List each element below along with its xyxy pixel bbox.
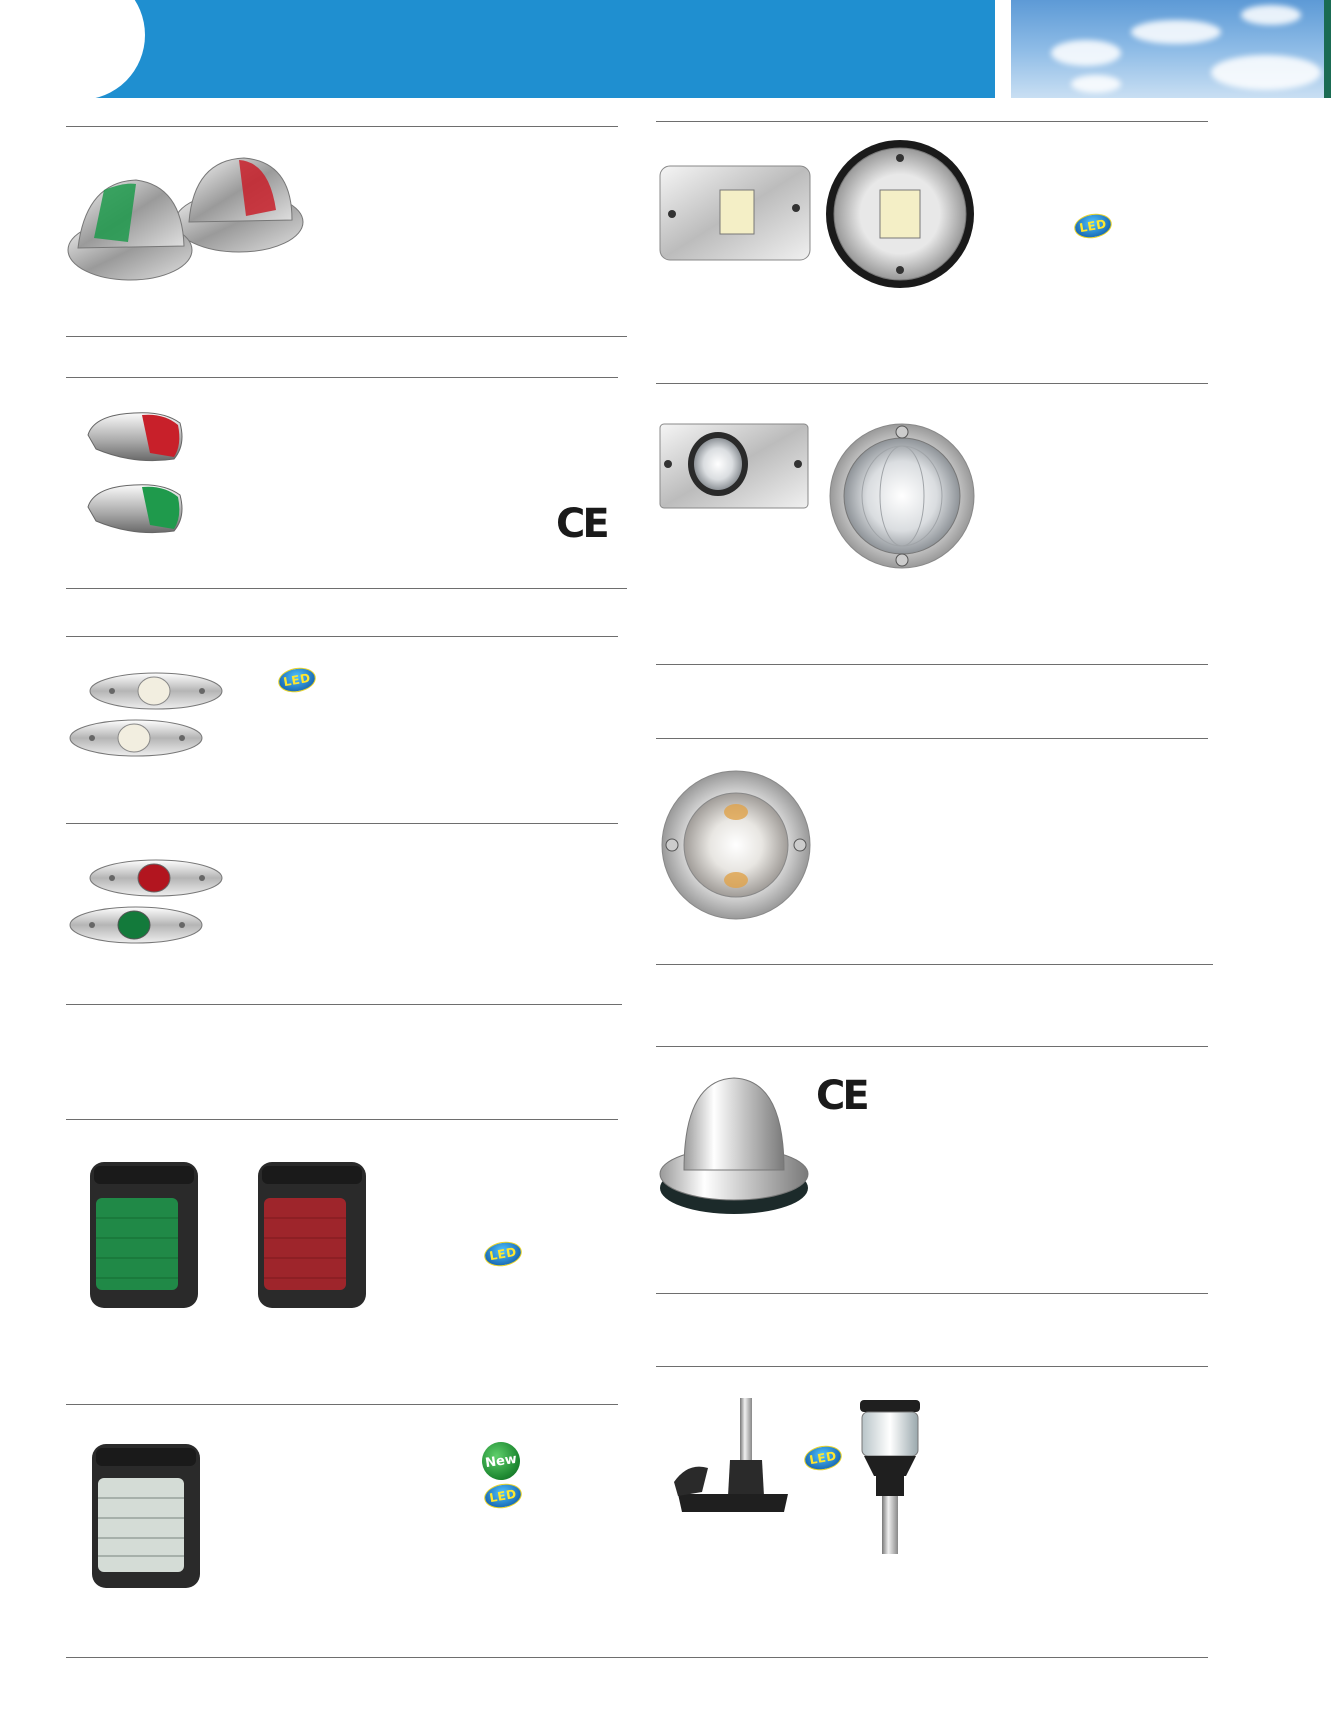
section-divider	[66, 336, 627, 337]
section-divider	[656, 738, 1208, 739]
led-badge: LED	[482, 1239, 524, 1269]
section-divider	[656, 1366, 1208, 1367]
section-divider	[66, 377, 618, 378]
section-divider	[66, 1404, 618, 1405]
product-image-oval-white-lights	[68, 668, 228, 768]
section-divider	[66, 126, 618, 127]
section-divider	[656, 383, 1208, 384]
ce-mark-dome: CE	[816, 1073, 867, 1119]
header-sky-image	[1011, 0, 1331, 98]
section-divider	[66, 588, 627, 589]
product-image-round-flush-light	[658, 770, 814, 920]
product-image-transom-led-lights	[658, 138, 976, 290]
product-image-dome-side-lights	[64, 150, 304, 285]
section-divider	[66, 636, 618, 637]
led-badge: LED	[1072, 211, 1114, 241]
product-image-chrome-dome-light	[658, 1074, 810, 1220]
section-divider	[656, 664, 1208, 665]
header-banner	[0, 0, 995, 98]
section-divider	[656, 1046, 1208, 1047]
led-badge: LED	[482, 1481, 524, 1511]
section-divider	[66, 1004, 622, 1005]
ce-mark-wedge: CE	[556, 501, 607, 547]
product-image-black-white-light	[90, 1442, 202, 1590]
product-image-black-side-lights	[88, 1158, 378, 1310]
product-image-wedge-nav-lights	[84, 405, 194, 550]
section-divider	[656, 964, 1213, 965]
product-image-pole-lights	[668, 1396, 948, 1556]
section-divider	[66, 823, 618, 824]
product-image-stern-lights	[658, 420, 976, 572]
led-badge: LED	[802, 1443, 844, 1473]
page-bottom-rule	[66, 1657, 1208, 1658]
led-badge: LED	[276, 665, 318, 695]
section-divider	[656, 121, 1208, 122]
section-divider	[656, 1293, 1208, 1294]
header-edge-strip	[1324, 0, 1331, 98]
section-divider	[66, 1119, 618, 1120]
product-image-oval-red-green-lights	[68, 855, 228, 955]
new-badge: New	[480, 1440, 523, 1483]
